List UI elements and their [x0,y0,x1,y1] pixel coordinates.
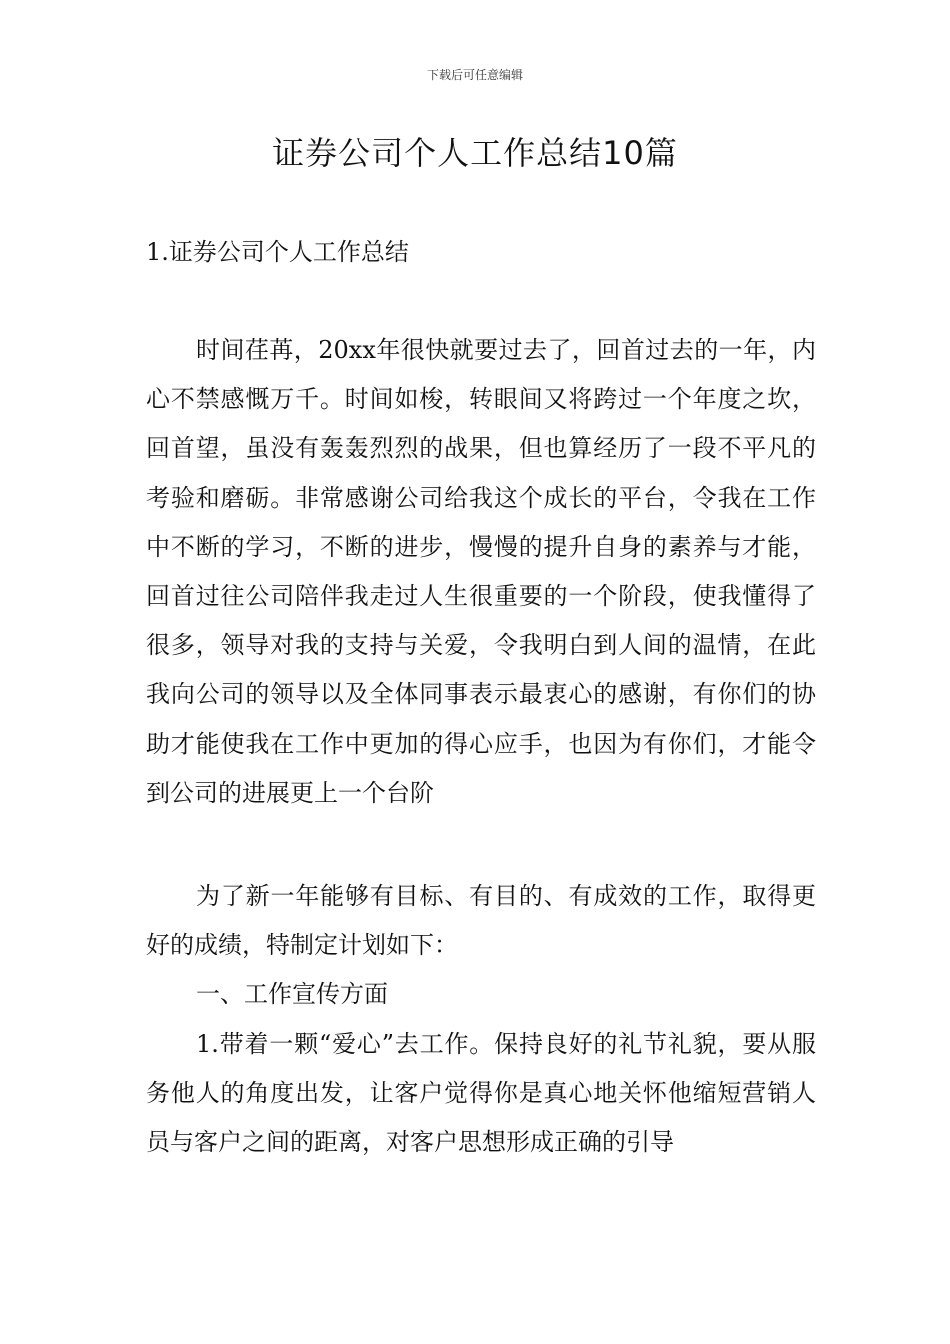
paragraph-intro: 时间荏苒，20xx年很快就要过去了，回首过去的一年，内心不禁感慨万千。时间如梭，转眼间又将跨过一个年度之坎，回首望，虽没有轰轰烈烈的战果，但也算经历了一段不平凡的考验和磨砺。非常感谢公司给我这个成长的平台，令我在工作中不断的学习，不断的进步，慢慢的提升自身的素养与才能，回首过往公司陪伴我走过人生很重要的一个阶段，使我懂得了很多，领导对我的支持与关爱，令我明白到人间的温情，在此我向公司的领导以及全体同事表示最衷心的感谢，有你们的协助才能使我在工作中更加的得心应手，也因为有你们，才能令到公司的进展更上一个台阶 [146,336,816,807]
paragraph-item-1: 1.带着一颗“爱心”去工作。保持良好的礼节礼貌，要从服务他人的角度出发，让客户觉得你是真心地关怀他缩短营销人员与客户之间的距离，对客户思想形成正确的引导 [146,1029,816,1157]
header-note: 下载后可任意编辑 [426,68,523,82]
body-text-intro [146,326,816,818]
section-heading: 1.证券公司个人工作总结 [146,238,409,266]
body-text-main [146,872,816,1167]
paragraph-plan: 为了新一年能够有目标、有目的、有成效的工作，取得更好的成绩，特制定计划如下： [146,882,816,960]
paragraph-subheading: 一、工作宣传方面 [196,980,388,1009]
document-title: 证券公司个人工作总结10篇 [272,134,678,172]
